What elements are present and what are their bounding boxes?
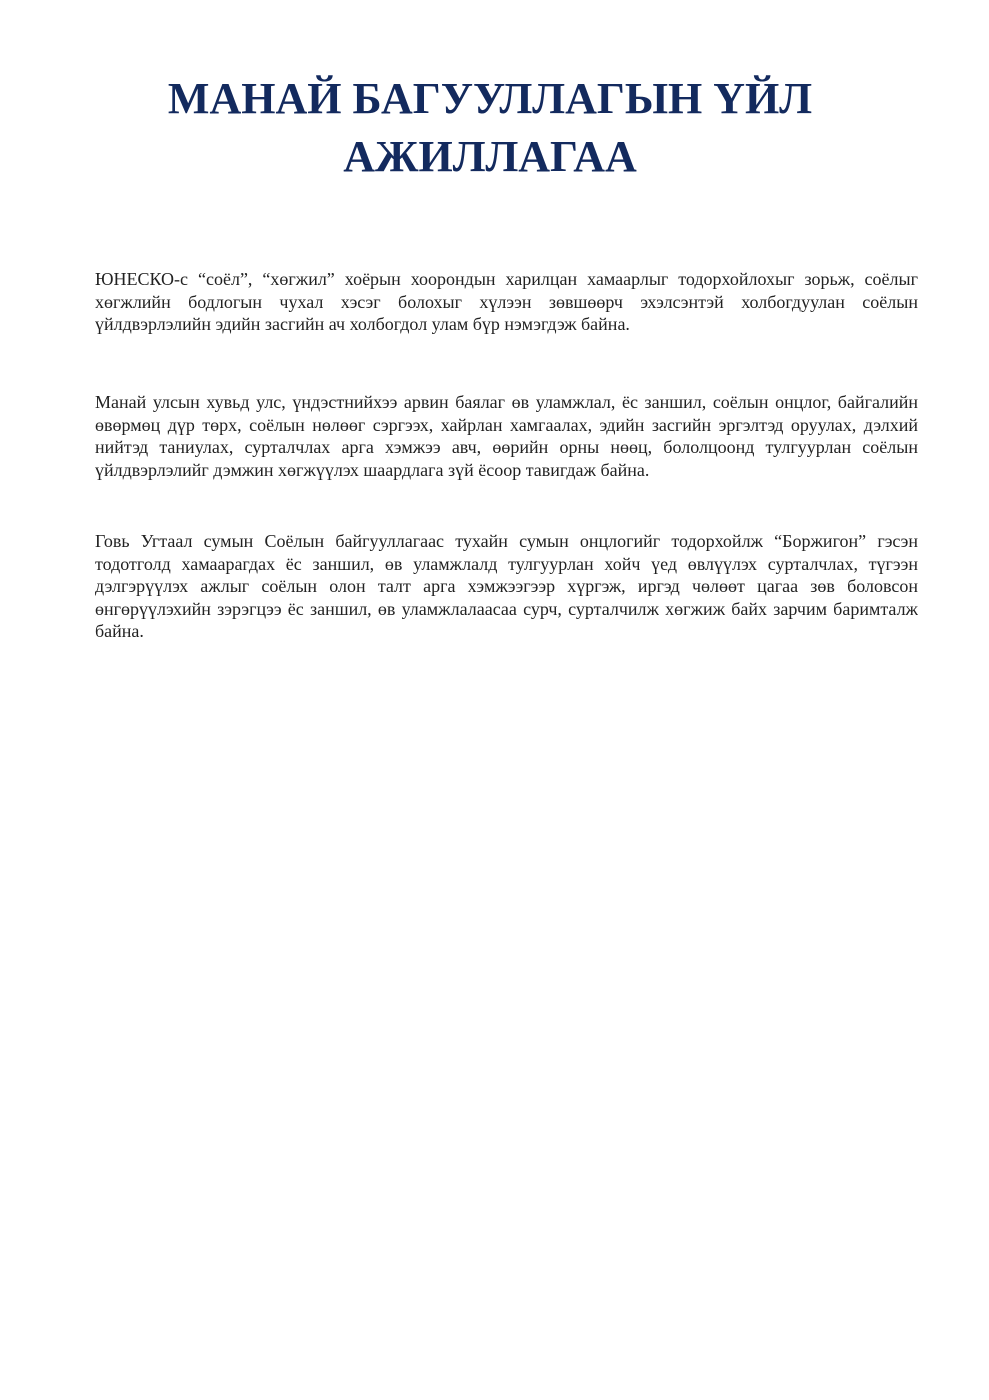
page-title: МАНАЙ БАГУУЛЛАГЫН ҮЙЛ АЖИЛЛАГАА: [167, 74, 813, 181]
paragraph-1: ЮНЕСКО-с “соёл”, “хөгжил” хоёрын хоорондын харилцан хамаарлыг тодорхойлохыг зорьж, соёлыг хөгжлийн бодлогын чухал хэсэг болохыг хүлээн зөвшөөрч эхэлсэнтэй холбогдуулан соёлын үйлдвэрлэлийн эдийн засгийн ач холбогдол улам бүр нэмэгдэж байна.: [95, 269, 918, 334]
paragraph-3: Говь Угтаал сумын Соёлын байгууллагаас тухайн сумын онцлогийг тодорхойлж “Боржигон” гэсэн тодотголд хамаарагдах ёс заншил, өв уламжлалд тулгуурлан хойч үед өвлүүлэх сурталчлах, түгээн дэлгэрүүлэх ажлыг соёлын олон талт арга хэмжээгээр хүргэж, иргэд чөлөөт цагаа зөв боловсон өнгөрүүлэхийн зэрэгцээ ёс заншил, өв уламжлалаасаа сурч, сурталчилж хөгжиж байх зарчим баримталж байна.: [95, 531, 918, 641]
paragraph-2: Манай улсын хувьд улс, үндэстнийхээ арвин баялаг өв уламжлал, ёс заншил, соёлын онцлог, байгалийн өвөрмөц дүр төрх, соёлын нөлөөг сэргээх, хайрлан хамгаалах, эдийн засгийн эргэлтэд оруулах, дэлхий нийтэд таниулах, сурталчлах арга хэмжээ авч, өөрийн орны нөөц, бололцоонд тулгуурлан соёлын үйлдвэрлэлийг дэмжин хөгжүүлэх шаардлага зүй ёсоор тавигдаж байна.: [95, 392, 918, 480]
